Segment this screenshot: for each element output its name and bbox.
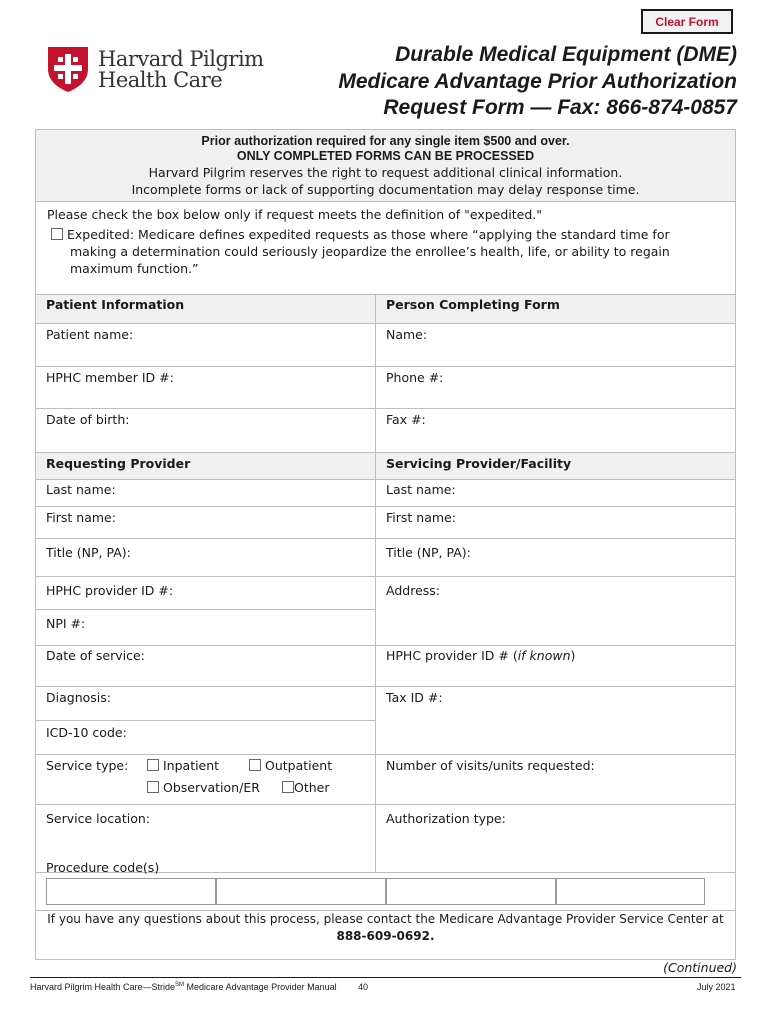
service-type-outpatient[interactable]: Outpatient xyxy=(249,758,332,773)
footer-page-number: 40 xyxy=(358,982,369,992)
person-completing-header: Person Completing Form xyxy=(386,297,560,312)
procedure-code-input-3[interactable] xyxy=(386,878,556,905)
procedure-codes-label: Procedure code(s) xyxy=(46,860,160,875)
outpatient-checkbox[interactable] xyxy=(249,759,261,771)
req-first-name-field[interactable]: First name: xyxy=(46,510,116,525)
service-type-observation[interactable]: Observation/ER xyxy=(147,780,260,795)
form-title-line1: Durable Medical Equipment (DME) xyxy=(395,43,737,66)
tax-id-field[interactable]: Tax ID #: xyxy=(386,690,443,705)
contact-info xyxy=(36,911,735,945)
notice-delay: Incomplete forms or lack of supporting documentation may delay response time. xyxy=(131,182,640,197)
notice-box xyxy=(35,129,736,202)
shield-cross-icon xyxy=(46,45,90,93)
svc-address-field[interactable]: Address: xyxy=(386,583,440,598)
expedited-definition-line3: maximum function.” xyxy=(70,261,199,276)
harvard-pilgrim-logo xyxy=(46,45,286,95)
patient-info-header: Patient Information xyxy=(46,297,185,312)
patient-name-field[interactable]: Patient name: xyxy=(46,327,134,342)
expedited-definition-line2: making a determination could seriously jeopardize the enrollee’s health, life, or ability to regain xyxy=(70,244,670,259)
continued-label: (Continued) xyxy=(663,960,737,975)
logo-text-line1: Harvard Pilgrim xyxy=(98,47,264,71)
completer-phone-field[interactable]: Phone #: xyxy=(386,370,444,385)
footer-date: July 2021 xyxy=(697,982,736,992)
svc-first-name-field[interactable]: First name: xyxy=(386,510,456,525)
observation-checkbox[interactable] xyxy=(147,781,159,793)
service-location-field[interactable]: Service location: xyxy=(46,811,150,826)
form-title-line3: Request Form — Fax: 866-874-0857 xyxy=(383,96,737,119)
req-title-field[interactable]: Title (NP, PA): xyxy=(46,545,131,560)
completer-name-field[interactable]: Name: xyxy=(386,327,428,342)
notice-rights: Harvard Pilgrim reserves the right to request additional clinical information. xyxy=(148,165,623,180)
expedited-definition-line1: Expedited: Medicare defines expedited requests as those where “applying the standard time for xyxy=(66,227,670,242)
notice-threshold: Prior authorization required for any single item $500 and over. xyxy=(201,134,570,148)
contact-line: If you have any questions about this process, please contact the Medicare Advantage Provider Service Center at xyxy=(47,912,724,926)
authorization-type-field[interactable]: Authorization type: xyxy=(386,811,506,826)
servicing-provider-header: Servicing Provider/Facility xyxy=(386,456,572,471)
date-of-service-field[interactable]: Date of service: xyxy=(46,648,145,663)
req-provider-id-field[interactable]: HPHC provider ID #: xyxy=(46,583,174,598)
svc-title-field[interactable]: Title (NP, PA): xyxy=(386,545,471,560)
dob-field[interactable]: Date of birth: xyxy=(46,412,130,427)
contact-phone: 888-609-0692. xyxy=(336,929,435,943)
visits-units-field[interactable]: Number of visits/units requested: xyxy=(386,758,595,773)
procedure-code-input-2[interactable] xyxy=(216,878,386,905)
completer-fax-field[interactable]: Fax #: xyxy=(386,412,426,427)
icd10-field[interactable]: ICD-10 code: xyxy=(46,725,127,740)
requesting-provider-header: Requesting Provider xyxy=(46,456,191,471)
service-type-label: Service type: xyxy=(46,758,129,773)
req-last-name-field[interactable]: Last name: xyxy=(46,482,116,497)
expedited-checkbox[interactable] xyxy=(51,228,63,240)
clear-form-button[interactable]: Clear Form xyxy=(641,9,733,34)
svc-provider-id-field[interactable]: HPHC provider ID # (if known) xyxy=(386,648,576,663)
svc-last-name-field[interactable]: Last name: xyxy=(386,482,456,497)
member-id-field[interactable]: HPHC member ID #: xyxy=(46,370,174,385)
procedure-code-input-4[interactable] xyxy=(556,878,705,905)
other-checkbox[interactable] xyxy=(282,781,294,793)
footer-manual-title: Harvard Pilgrim Health Care—Stride℠ Medicare Advantage Provider Manual xyxy=(30,982,337,992)
logo-text-line2: Health Care xyxy=(98,68,223,92)
npi-field[interactable]: NPI #: xyxy=(46,616,86,631)
service-type-other[interactable]: Other xyxy=(282,780,330,795)
service-type-inpatient[interactable]: Inpatient xyxy=(147,758,219,773)
inpatient-checkbox[interactable] xyxy=(147,759,159,771)
diagnosis-field[interactable]: Diagnosis: xyxy=(46,690,111,705)
form-title-line2: Medicare Advantage Prior Authorization xyxy=(338,70,737,93)
expedited-section xyxy=(35,202,736,294)
procedure-code-input-1[interactable] xyxy=(46,878,216,905)
expedited-intro: Please check the box below only if request meets the definition of "expedited." xyxy=(47,207,543,222)
notice-completed-only: ONLY COMPLETED FORMS CAN BE PROCESSED xyxy=(236,149,535,163)
